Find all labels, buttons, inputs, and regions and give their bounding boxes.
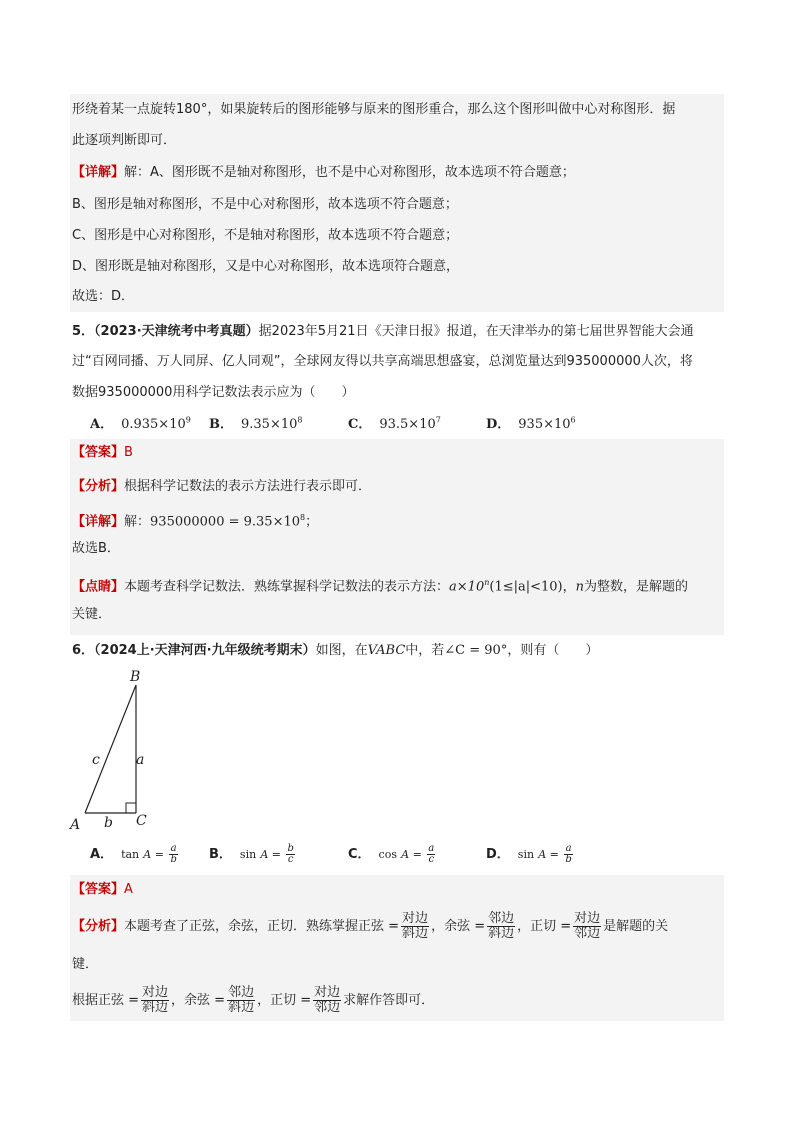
q6-option-b[interactable]: B． sin A = $\frac{b}{c}$ (209, 842, 294, 865)
detail-text: 解：A、图形既不是轴对称图形，也不是中心对称图形，故本选项不符合题意； (124, 165, 575, 180)
question-number: 5． (72, 324, 95, 339)
q5-option-b[interactable]: B． $9.35\times 10^8$ (209, 415, 303, 432)
q6-option-c[interactable]: C． cos A = $\frac{a}{c}$ (348, 842, 435, 865)
q5-option-d[interactable]: D． $935\times 10^6$ (486, 415, 576, 432)
q5-choice: 故选B． (72, 541, 120, 556)
q6-analysis: 【分析】本题考查了正弦，余弦，正切．熟练掌握正弦 = $\frac{\text{对边}}{\text{斜边}}$ ，余弦 = $\frac{\text{邻边}}{\text{斜边}}$ ，正切 = $\frac{\text{对边}}{\text{邻边}}$ 是解题的关 (72, 911, 669, 941)
q4-choice: 故选：D． (72, 289, 135, 304)
q6-stem: 6．（2024上·天津河西·九年级统考期末）如图，在VABC中，若∠C = 90°，则有（ ） (72, 643, 599, 658)
q6-analysis-line-2: 键． (72, 957, 99, 972)
q5-analysis: 【分析】根据科学记数法的表示方法进行表示即可． (72, 479, 372, 494)
answer-value: B (124, 445, 133, 460)
q4-item-c: C、图形是中心对称图形，不是轴对称图形，故本选项不符合题意； (72, 228, 459, 243)
q6-solution-line: 根据正弦 = $\frac{\text{对边}}{\text{斜边}}$ ，余弦 = $\frac{\text{邻边}}{\text{斜边}}$ ，正切 = $\frac{\text{对边}}{\text{邻边}}$ 求解作答即可． (72, 985, 435, 1015)
q6-option-d[interactable]: D． sin A = $\frac{a}{b}$ (486, 842, 572, 865)
q5-point-line-2: 关键． (72, 607, 112, 622)
q5-point: 【点睛】本题考查科学记数法．熟练掌握科学记数法的表示方法：$a\times 10^n(1\le|a|<10)$，n为整数，是解题的 (72, 578, 689, 595)
detail-tag: 【详解】 (72, 165, 125, 180)
q4-detail (72, 163, 722, 183)
q5-answer: 【答案】B (72, 445, 133, 460)
question-source: （2024上·天津河西·九年级统考期末） (94, 643, 316, 658)
q5-stem-1 (72, 322, 722, 342)
side-b-label: b (104, 815, 113, 831)
answer-value: A (124, 882, 133, 897)
question-stem: 据2023年5月21日《天津日报》报道，在天津举办的第七届世界智能大会通 (258, 324, 694, 339)
question-number: 6． (72, 643, 95, 658)
q4-item-d: D、图形既是轴对称图形，又是中心对称图形，故本选项符合题意， (72, 259, 460, 274)
q5-option-c[interactable]: C． $93.5\times 10^7$ (348, 415, 441, 432)
vertex-a-label: A (70, 817, 81, 833)
vertex-c-label: C (136, 813, 147, 829)
q6-answer: 【答案】A (72, 882, 133, 897)
question-source: （2023·天津统考中考真题） (94, 324, 259, 339)
q5-stem-3: 数据935000000用科学记数法表示应为（ ） (72, 385, 355, 400)
q4-text-line-1: 形绕着某一点旋转180°，如果旋转后的图形能够与原来的图形重合，那么这个图形叫做中心对称图形．据 (72, 102, 676, 117)
q5-option-a[interactable]: A． $0.935\times 10^9$ (90, 415, 191, 432)
q6-option-a[interactable]: A． tan A = $\frac{a}{b}$ (90, 842, 177, 865)
q5-detail: 【详解】解：$935000000 = 9.35\times 10^8$； (72, 513, 319, 530)
side-a-label: a (136, 752, 145, 768)
side-c-label: c (92, 752, 100, 768)
q4-text-line-2: 此逐项判断即可． (72, 133, 177, 148)
triangle-figure (60, 665, 170, 835)
q5-stem-2: 过“百网同播、万人同屏、亿人同观”，全球网友得以共享高端思想盛宴，总浏览量达到935000000人次，将 (72, 354, 693, 369)
vertex-b-label: B (130, 669, 141, 685)
q4-item-b: B、图形是轴对称图形，不是中心对称图形，故本选项不符合题意； (72, 197, 458, 212)
